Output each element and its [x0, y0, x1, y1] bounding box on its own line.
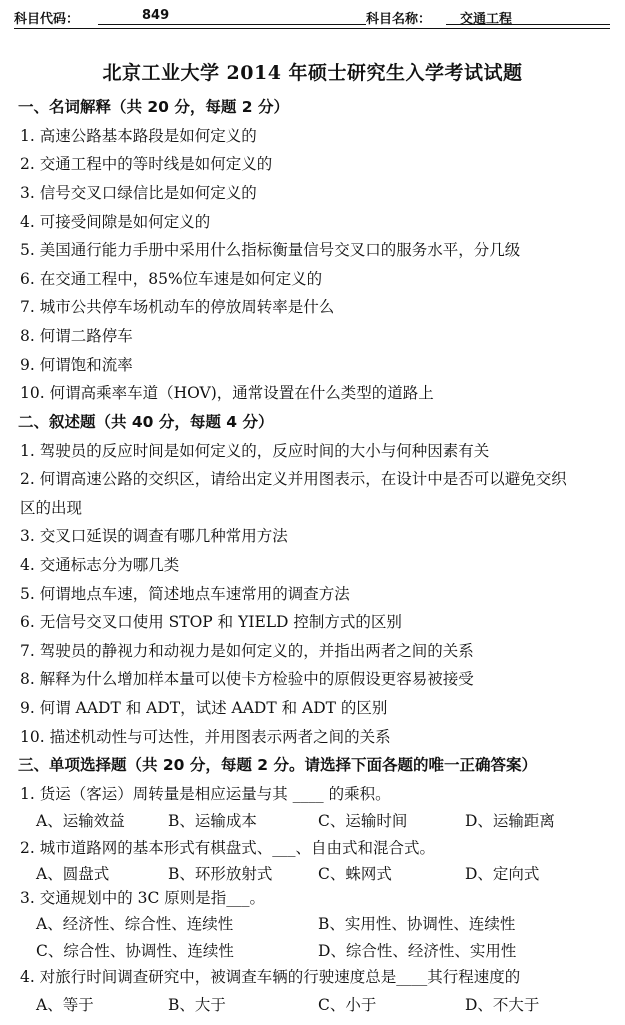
question-1-4: 4. 可接受间隙是如何定义的: [20, 213, 211, 231]
question-1-5: 5. 美国通行能力手册中采用什么指标衡量信号交叉口的服务水平，分几级: [20, 241, 521, 259]
option-3-3-d: D、综合性、经济性、实用性: [318, 942, 517, 960]
exam-header: [14, 6, 610, 30]
question-1-10: 10. 何谓高乘率车道（HOV)，通常设置在什么类型的道路上: [20, 384, 434, 402]
subject-name-label: 科目名称：: [366, 12, 432, 27]
question-3-2: 2. 城市道路网的基本形式有棋盘式、___、自由式和混合式。: [20, 839, 435, 857]
option-3-2-d: D、定向式: [465, 865, 540, 883]
subject-code-value: 849: [142, 8, 170, 23]
question-3-4: 4. 对旅行时间调查研究中，被调查车辆的行驶速度总是____其行程速度的: [20, 968, 521, 986]
subject-name-underline: [446, 24, 610, 25]
option-3-1-b: B、运输成本: [168, 812, 257, 830]
subject-code-underline: [98, 24, 366, 25]
option-3-3-c: C、综合性、协调性、连续性: [36, 942, 234, 960]
question-2-6: 6. 无信号交叉口使用 STOP 和 YIELD 控制方式的区别: [20, 613, 402, 631]
section-heading-multiple-choice: 三、单项选择题（共 20 分，每题 2 分。请选择下面各题的唯一正确答案）: [18, 756, 537, 774]
question-2-2: 2. 何谓高速公路的交织区，请给出定义并用图表示，在设计中是否可以避免交织: [20, 470, 567, 488]
subject-name-value: 交通工程: [460, 12, 513, 27]
question-1-6: 6. 在交通工程中，85%位车速是如何定义的: [20, 270, 323, 288]
question-2-9: 9. 何谓 AADT 和 ADT，试述 AADT 和 ADT 的区别: [20, 699, 388, 717]
option-3-2-c: C、蛛网式: [318, 865, 392, 883]
header-rule: [14, 28, 610, 29]
option-3-3-b: B、实用性、协调性、连续性: [318, 915, 516, 933]
option-3-2-b: B、环形放射式: [168, 865, 273, 883]
question-2-2-continued: 区的出现: [20, 499, 83, 517]
option-3-1-d: D、运输距离: [465, 812, 555, 830]
question-1-3: 3. 信号交叉口绿信比是如何定义的: [20, 184, 257, 202]
question-2-1: 1. 驾驶员的反应时间是如何定义的，反应时间的大小与何种因素有关: [20, 442, 490, 460]
option-3-3-a: A、经济性、综合性、连续性: [36, 915, 234, 933]
question-1-9: 9. 何谓饱和流率: [20, 356, 133, 374]
question-1-8: 8. 何谓二路停车: [20, 327, 133, 345]
option-3-1-c: C、运输时间: [318, 812, 408, 830]
question-1-1: 1. 高速公路基本路段是如何定义的: [20, 127, 257, 145]
option-3-4-b: B、大于: [168, 996, 226, 1014]
section-heading-definitions: 一、名词解释（共 20 分，每题 2 分）: [18, 98, 289, 116]
option-3-2-a: A、圆盘式: [36, 865, 110, 883]
question-1-7: 7. 城市公共停车场机动车的停放周转率是什么: [20, 298, 335, 316]
option-3-1-a: A、运输效益: [36, 812, 125, 830]
exam-title: 北京工业大学 2014 年硕士研究生入学考试试题: [102, 62, 523, 84]
question-2-5: 5. 何谓地点车速，简述地点车速常用的调查方法: [20, 585, 350, 603]
option-3-4-d: D、不大于: [465, 996, 540, 1014]
question-3-3: 3. 交通规划中的 3C 原则是指___。: [20, 889, 266, 907]
question-2-7: 7. 驾驶员的静视力和动视力是如何定义的，并指出两者之间的关系: [20, 642, 474, 660]
option-3-4-a: A、等于: [36, 996, 94, 1014]
question-2-8: 8. 解释为什么增加样本量可以使卡方检验中的原假设更容易被接受: [20, 670, 474, 688]
subject-code-label: 科目代码：: [14, 12, 80, 27]
option-3-4-c: C、小于: [318, 996, 377, 1014]
section-heading-essay: 二、叙述题（共 40 分，每题 4 分）: [18, 413, 274, 431]
question-3-1: 1. 货运（客运）周转量是相应运量与其 ____ 的乘积。: [20, 785, 391, 803]
question-2-10: 10. 描述机动性与可达性，并用图表示两者之间的关系: [20, 728, 391, 746]
question-2-4: 4. 交通标志分为哪几类: [20, 556, 180, 574]
question-2-3: 3. 交叉口延误的调查有哪几种常用方法: [20, 527, 288, 545]
question-1-2: 2. 交通工程中的等时线是如何定义的: [20, 155, 273, 173]
